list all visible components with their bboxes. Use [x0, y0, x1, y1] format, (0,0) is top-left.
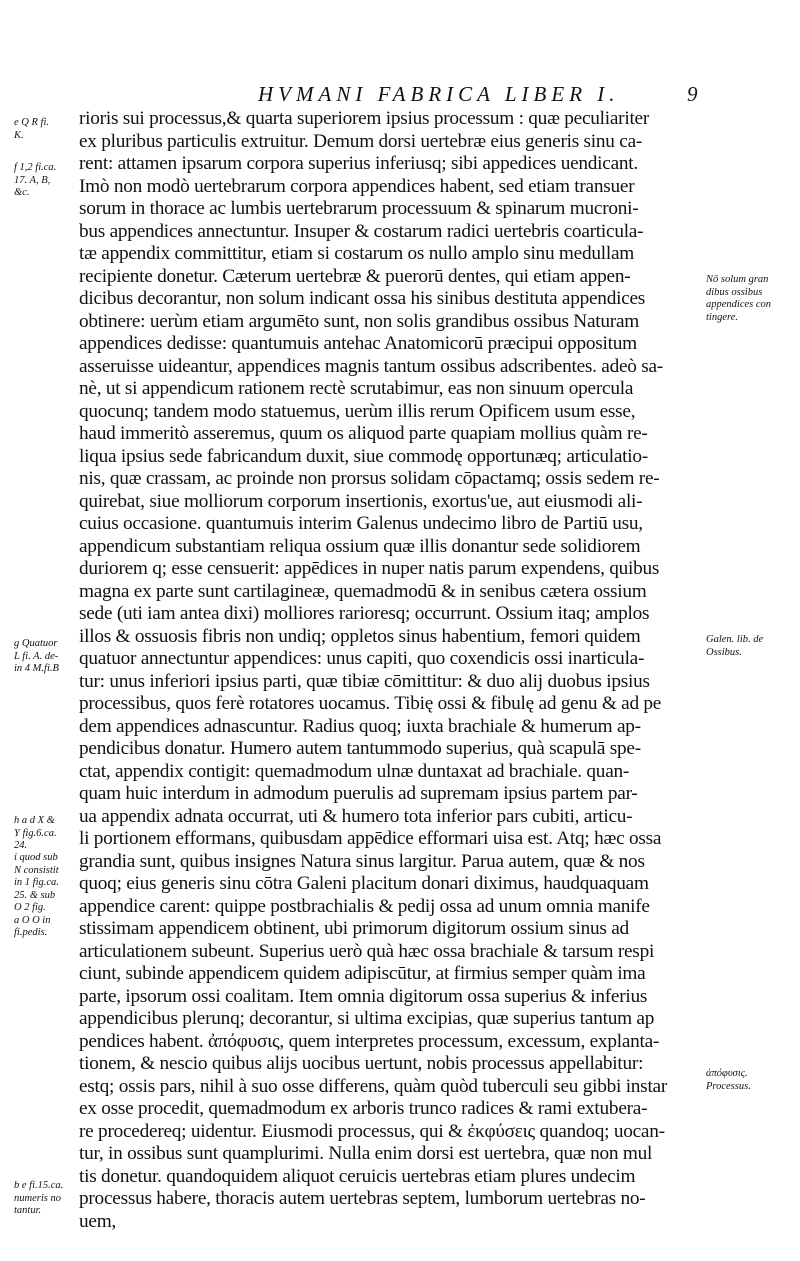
text-line: asseruisse uideantur, appendices magnis tantum ossibus adscribentes. adeò sa-	[79, 355, 663, 377]
text-line: uem,	[79, 1210, 117, 1232]
margin-note-line: i quod sub	[14, 852, 58, 863]
text-line: re procedereq; uidentur. Eiusmodi processus, qui & ἐκφύσεις quandoq; uocan-	[79, 1120, 665, 1142]
margin-note-line: tingere.	[706, 311, 738, 323]
margin-note-line: 24.	[14, 840, 28, 851]
margin-note-left-4	[14, 815, 78, 853]
margin-note-left-5	[14, 852, 78, 940]
text-line: rioris sui processus,& quarta superiorem ipsius processum : quæ peculiariter	[79, 108, 650, 129]
text-line: recipiente donetur. Cæterum uertebræ & puerorū dentes, qui etiam appen-	[79, 265, 631, 287]
margin-note-line: Galen. lib. de	[706, 634, 764, 645]
text-line: grandia sunt, quibus insignes Natura sinus largitur. Parua autem, quæ & nos	[79, 850, 645, 872]
margin-note-line: in 1 fig.ca.	[14, 877, 59, 888]
text-line: processus habere, thoracis autem uertebras septem, lumborum uertebras no-	[79, 1188, 646, 1209]
text-line: duriorem q; esse censuerit: appēdices in nuper natis parum expendens, quibus	[79, 558, 660, 579]
text-line: magna ex parte sunt cartilagineæ, quemadmodū & in senibus cætera ossium	[79, 580, 647, 602]
margin-note-line: tantur.	[14, 1205, 42, 1216]
margin-note-line: h a d X &	[14, 815, 55, 826]
margin-note-line: 25. & sub	[14, 889, 56, 901]
text-line: cuius occasione. quantumuis interim Galenus undecimo libro de Partiū usu,	[79, 513, 643, 534]
margin-note-line: b e fi.15.ca.	[14, 1180, 64, 1191]
text-line: pendicibus donatur. Humero autem tantummodo superius, quà scapulā spe-	[79, 738, 641, 759]
margin-note-line: g Quatuor	[14, 638, 58, 649]
text-line: estq; ossis pars, nihil à suo osse differens, quàm quòd tuberculi seu gibbi instar	[79, 1075, 668, 1097]
text-line: appendicum substantiam reliqua ossium quæ illis donantur sede solidiorem	[79, 535, 641, 557]
text-line: tur: unus inferiori ipsius parti, quæ tibiæ cōmittitur: & duo alij duobus ipsius	[79, 670, 650, 692]
text-line: dicibus decorantur, non solum indicant ossa his sinibus destituta appendices	[79, 288, 646, 309]
margin-note-line: fi.pedis.	[14, 927, 48, 938]
text-line: rent: attamen ipsarum corpora superius inferiusq; sibi appedices uendicant.	[79, 153, 638, 174]
margin-note-right-1	[706, 274, 796, 324]
margin-note-line: dibus ossibus	[706, 286, 763, 298]
text-line: Imò non modò uertebrarum corpora appendices habent, sed etiam transuer	[79, 175, 635, 197]
text-line: stissimam appendicem obtinent, ubi primorum digitorum ossium sinus ad	[79, 918, 629, 939]
text-line: illos & ossuosis fibris non undiq; oppletos sinus habentium, femori quidem	[79, 625, 641, 647]
margin-note-line: O 2 fig.	[14, 902, 46, 913]
margin-note-line: Processus.	[706, 1080, 751, 1092]
text-line: bus appendices annectuntur. Insuper & costarum radici uertebris coarticula-	[79, 220, 644, 242]
text-line: ctat, appendix contigit: quemadmodum ulnæ duntaxat ad brachiale. quan-	[79, 760, 630, 782]
text-line: liqua ipsius sede fabricandum duxit, siue commodę opportunæq; articulatio-	[79, 445, 648, 467]
text-line: ex osse procedit, quemadmodum ex arboris trunco radices & rami extubera-	[79, 1098, 648, 1119]
text-line: pendices habent. ἀπόφυσις, quem interpretes processum, excessum, explanta-	[79, 1030, 660, 1052]
text-line: articulationem subeunt. Superius uerò quà hæc ossa brachiale & tarsum respi	[79, 940, 655, 962]
text-line: quatuor annectuntur appendices: unus capiti, quo coxendicis ossi inarticula-	[79, 648, 645, 669]
text-line: obtinere: uerùm etiam argumēto sunt, non solis grandibus ossibus Naturam	[79, 310, 639, 332]
text-line: tæ appendix committitur, etiam si costarum os nullo amplo sinu medullam	[79, 243, 635, 264]
text-line: haud immeritò asseremus, quum os aliquod parte quapiam mollius quàm re-	[79, 423, 648, 444]
text-line: ex pluribus particulis extruitur. Demum dorsi uertebræ eius generis sinu ca-	[79, 130, 643, 152]
text-line: sede (uti iam antea dixi) molliores rarioresq; occurrunt. Ossium itaq; amplos	[79, 603, 650, 624]
text-line: tur, in ossibus sunt quamplurimi. Nulla enim dorsi est uertebra, quæ non mul	[79, 1143, 653, 1164]
text-line: ciunt, subinde appendicem quidem adipiscūtur, at firmius semper quàm ima	[79, 963, 646, 984]
margin-note-line: Y fig.6.ca.	[14, 827, 57, 839]
margin-note-line: N consistit	[14, 864, 59, 876]
body-text	[79, 108, 697, 1233]
margin-note-left-6	[14, 1180, 78, 1218]
text-line: parte, ipsorum ossi coalitam. Item omnia digitorum ossa superius & inferius	[79, 985, 648, 1007]
margin-note-line: &c.	[14, 187, 30, 198]
margin-note-line: ἀπόφυσις.	[706, 1068, 748, 1079]
margin-note-line: a O O in	[14, 914, 51, 926]
margin-note-line: L fi. A. de-	[14, 650, 59, 662]
text-line: dem appendices adnascuntur. Radius quoq; iuxta brachiale & humerum ap-	[79, 715, 641, 737]
text-line: appendices dedisse: quantumuis antehac Anatomicorū præcipui oppositum	[79, 333, 637, 354]
text-line: quocunq; tandem modo statuemus, uerùm illis rerum Opificem usum esse,	[79, 400, 636, 422]
margin-note-right-2	[706, 634, 796, 659]
margin-note-line: in 4 M.fi.B	[14, 663, 59, 674]
margin-note-line: appendices con	[706, 299, 772, 310]
margin-note-left-3	[14, 638, 78, 676]
text-line: tis donetur. quandoquidem aliquot ceruicis uertebras etiam plures undecim	[79, 1165, 636, 1187]
margin-note-left-2	[14, 162, 78, 200]
text-line: nè, ut si appendicum rationem rectè scrutabimur, eas non sinuum opercula	[79, 378, 634, 399]
margin-note-line: 17. A, B,	[14, 174, 51, 186]
margin-note-line: Nō solum gran	[706, 274, 769, 285]
text-line: quoq; eius generis sinu cōtra Galeni placitum donari diximus, haudquaquam	[79, 873, 649, 894]
margin-note-right-3	[706, 1068, 796, 1093]
margin-note-line: Ossibus.	[706, 646, 742, 658]
text-line: sorum in thorace ac lumbis uertebrarum processuum & spinarum mucroni-	[79, 198, 639, 219]
text-line: processibus, quos ferè rotatores uocamus. Tibię ossi & fibulę ad genu & ad pe	[79, 693, 662, 714]
running-head: HVMANI FABRICA LIBER I.	[258, 82, 620, 106]
text-line: quirebat, siue molliorum corporum insertionis, exortus'ue, aut eiusmodi ali-	[79, 490, 643, 512]
text-line: appendice carent: quippe postbrachialis & pedij ossa ad unum omnia manife	[79, 895, 650, 917]
text-line: quam huic interdum in admodum puerulis ad supremam ipsius partem par-	[79, 783, 638, 804]
text-line: nis, quæ crassam, ac proinde non prorsus solidam cōpactamq; ossis sedem re-	[79, 468, 660, 489]
margin-note-line: numeris no	[14, 1192, 61, 1204]
margin-note-line: e Q R fi.	[14, 117, 49, 128]
text-line: li portionem efformans, quibusdam appēdice efformari uisa est. Atq; hæc ossa	[79, 828, 662, 849]
margin-note-left-1	[14, 117, 78, 142]
margin-note-line: f 1,2 fi.ca.	[14, 162, 57, 173]
margin-note-line: K.	[14, 129, 24, 141]
text-line: ua appendix adnata occurrat, uti & humero tota inferior pars cubiti, articu-	[79, 805, 633, 827]
text-line: appendicibus plerunq; decorantur, si ultima excipias, quæ superius tantum ap	[79, 1008, 655, 1029]
page-number: 9	[687, 82, 698, 106]
text-line: tionem, & nescio quibus alijs uocibus uertunt, nobis processus appellabitur:	[79, 1053, 644, 1074]
